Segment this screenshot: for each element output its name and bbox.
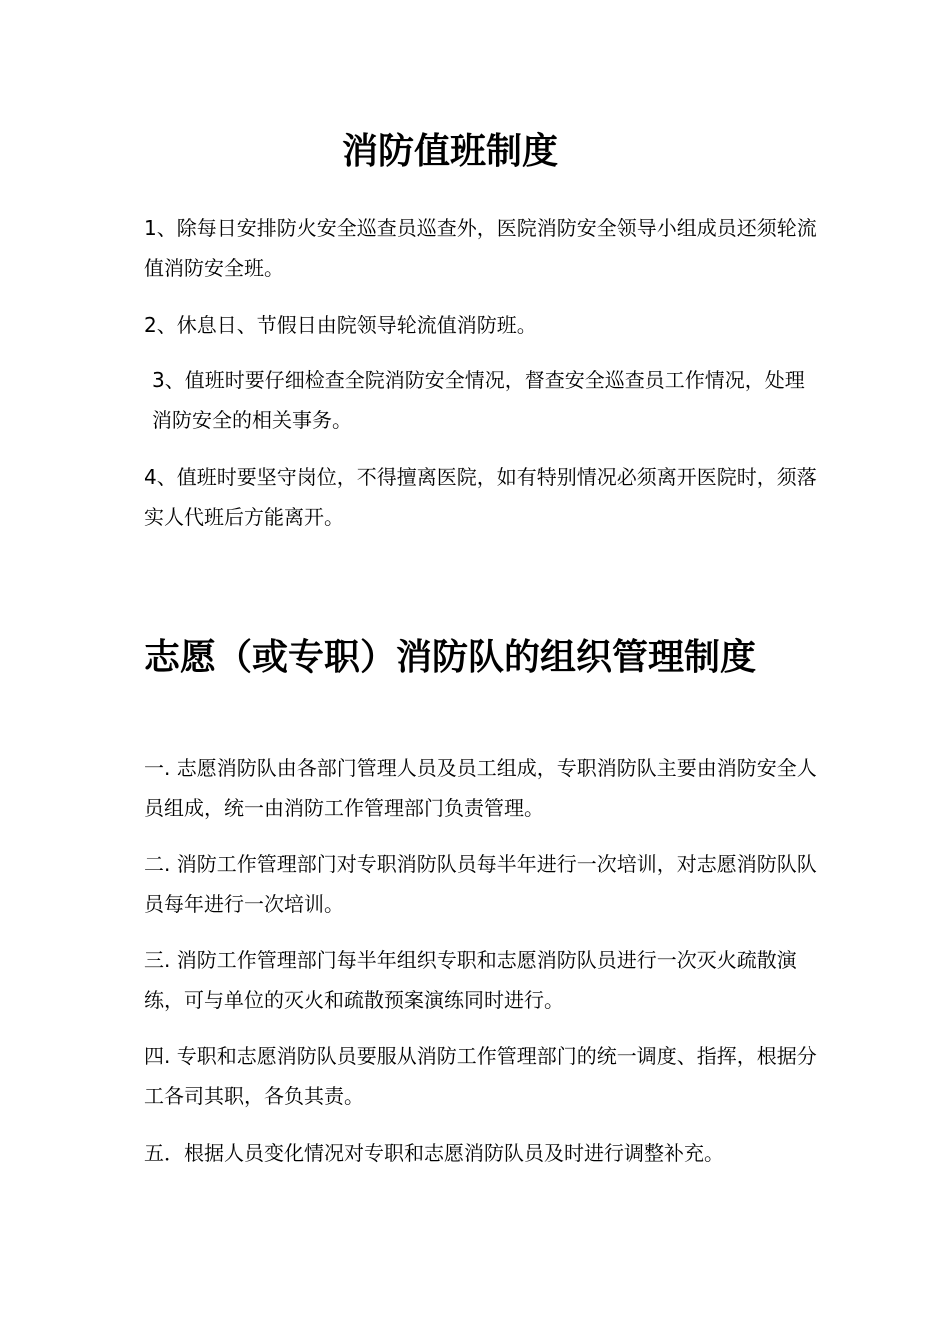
- section2-item-1: 一. 志愿消防队由各部门管理人员及员工组成，专职消防队主要由消防安全人员组成，统一由消防工作管理部门负责管理。: [144, 756, 817, 820]
- section2-item-3: 三. 消防工作管理部门每半年组织专职和志愿消防队员进行一次灭火疏散演练，可与单位的灭火和疏散预案演练同时进行。: [144, 948, 797, 1012]
- section2-item-2: 二. 消防工作管理部门对专职消防队员每半年进行一次培训，对志愿消防队队员每年进行一次培训。: [144, 852, 817, 916]
- section1-item-1: 1、除每日安排防火安全巡查员巡查外，医院消防安全领导小组成员还须轮流值消防安全班。: [144, 216, 817, 280]
- section1-title: 消防值班制度: [341, 131, 558, 172]
- section1-item-4: 4、值班时要坚守岗位，不得擅离医院，如有特别情况必须离开医院时，须落实人代班后方能离开。: [144, 465, 817, 529]
- section2-item-4: 四. 专职和志愿消防队员要服从消防工作管理部门的统一调度、指挥，根据分工各司其职，各负其责。: [144, 1044, 817, 1108]
- section1-item-3: 3、值班时要仔细检查全院消防安全情况，督查安全巡查员工作情况，处理消防安全的相关事务。: [152, 368, 805, 432]
- section1-item-2: 2、休息日、节假日由院领导轮流值消防班。: [144, 313, 537, 337]
- section2-title: 志愿（或专职）消防队的组织管理制度: [144, 637, 757, 678]
- section2-item-5: 五．根据人员变化情况对专职和志愿消防队员及时进行调整补充。: [144, 1141, 724, 1165]
